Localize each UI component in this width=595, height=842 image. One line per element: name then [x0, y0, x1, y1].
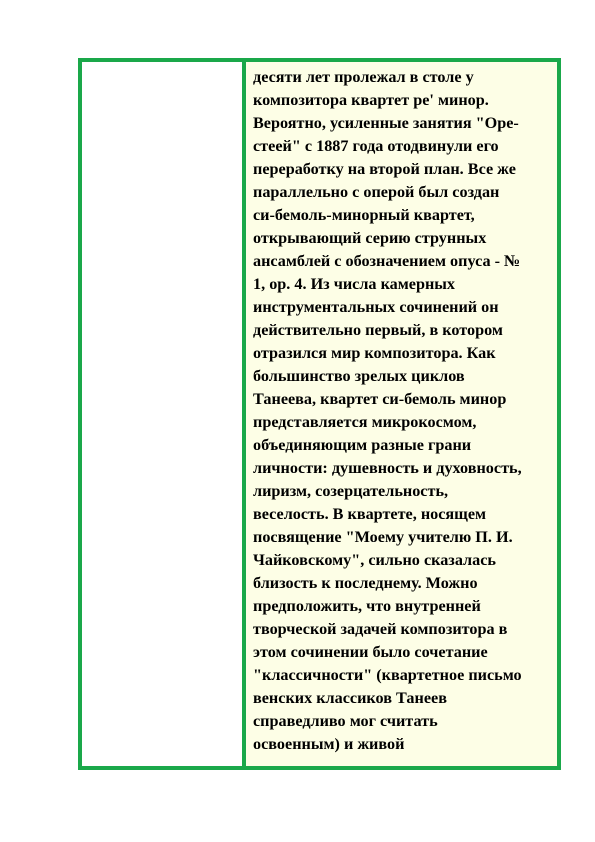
text-line: действительно первый, в котором	[253, 321, 503, 339]
text-line: переработку на второй план. Все же	[253, 160, 516, 178]
text-line: веселость. В квартете, носящем	[253, 505, 487, 523]
text-line: Чайковскому", сильно сказалась	[253, 551, 496, 569]
text-line: стеей" с 1887 года отодвинули его	[253, 137, 499, 155]
text-line: освоенным) и живой	[253, 735, 405, 753]
text-line: параллельно с оперой был создан	[253, 183, 500, 201]
text-line: композитора квартет ре' минор.	[253, 91, 489, 109]
text-line: венских классиков Танеев	[253, 689, 447, 707]
empty-left-cell	[82, 62, 246, 766]
text-line: творческой задачей композитора в	[253, 620, 508, 638]
text-line: Вероятно, усиленные занятия "Оре-	[253, 114, 519, 132]
body-paragraph	[253, 66, 551, 756]
text-line: этом сочинении было сочетание	[253, 643, 488, 661]
text-line: ансамблей с обозначением опуса - №	[253, 252, 521, 270]
text-line: предположить, что внутренней	[253, 597, 481, 615]
text-line: открывающий серию струнных	[253, 229, 487, 247]
text-line: объединяющим разные грани	[253, 436, 472, 454]
text-line: инструментальных сочинений он	[253, 298, 499, 316]
text-line: "классичности" (квартетное письмо	[253, 666, 522, 684]
text-line: отразился мир композитора. Как	[253, 344, 496, 362]
text-line: лиризм, созерцательность,	[253, 482, 449, 500]
document-table	[78, 58, 561, 770]
text-line: десяти лет пролежал в столе у	[253, 68, 474, 86]
text-line: посвящение "Моему учителю П. И.	[253, 528, 513, 546]
text-line: близость к последнему. Можно	[253, 574, 478, 592]
text-line: представляется микрокосмом,	[253, 413, 477, 431]
text-line: большинство зрелых циклов	[253, 367, 465, 385]
text-line: си-бемоль-минорный квартет,	[253, 206, 475, 224]
text-line: 1, ор. 4. Из числа камерных	[253, 275, 456, 293]
text-cell	[246, 62, 557, 766]
text-line: справедливо мог считать	[253, 712, 438, 730]
text-line: личности: душевность и духовность,	[253, 459, 522, 477]
text-line: Танеева, квартет си-бемоль минор	[253, 390, 507, 408]
